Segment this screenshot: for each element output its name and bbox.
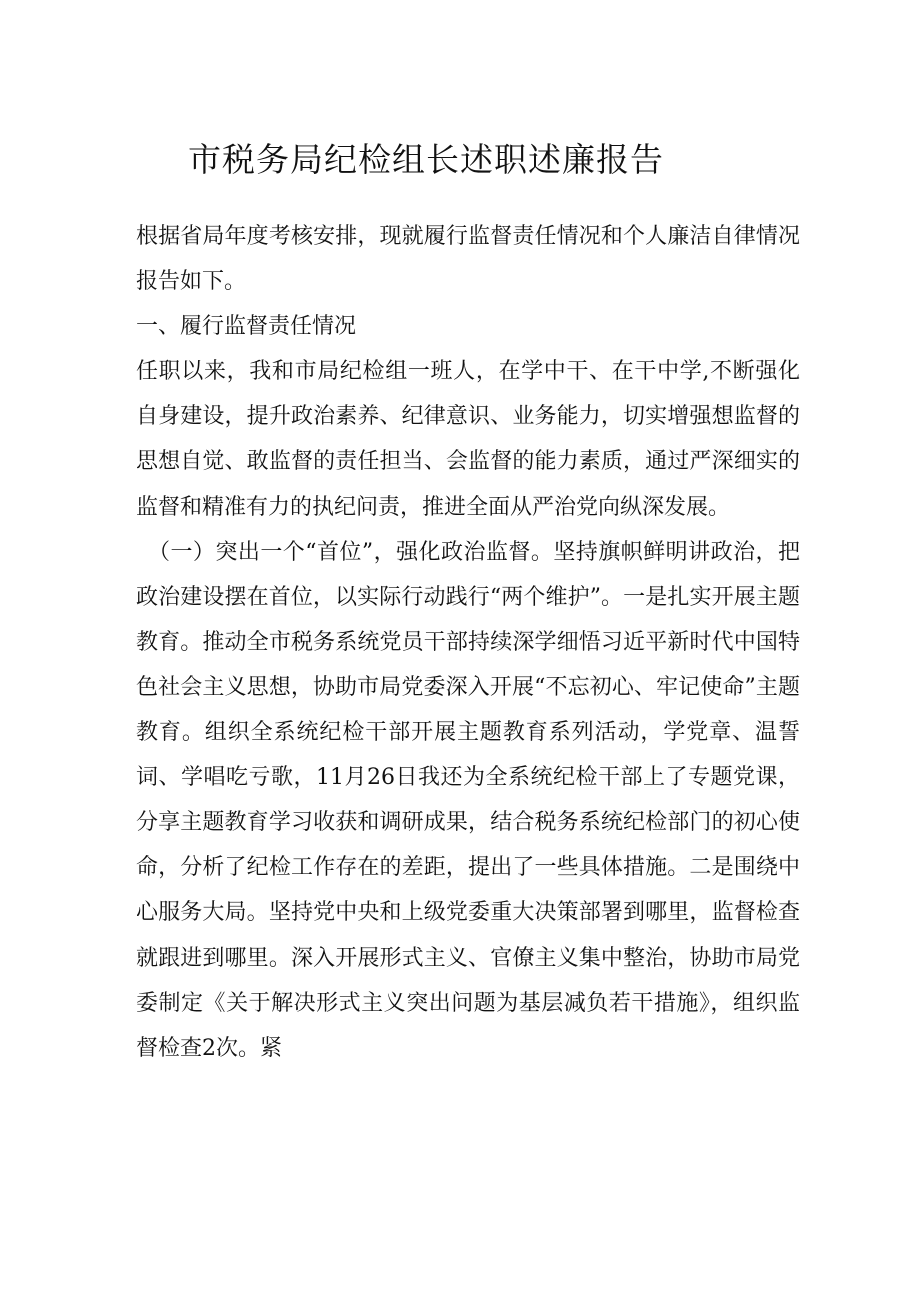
section-heading-1: 一、履行监督责任情况 xyxy=(136,314,357,340)
document-title: 市税务局纪检组长述职述廉报告 xyxy=(188,140,664,179)
document-body xyxy=(136,214,800,1071)
paragraph-political-supervision: （一）突出一个“首位”，强化政治监督。坚持旗帜鲜明讲政治，把政治建设摆在首位，以实际行动践行“两个维护”。一是扎实开展主题教育。推动全市税务系统党员干部持续深学细悟习近平新时代中国特色社会主义思想，协助市局党委深入开展“不忘初心、牢记使命”主题教育。组织全系统纪检干部开展主题教育系列活动，学党章、温誓词、学唱吃亏歌，11月26日我还为全系统纪检干部上了专题党课，分享主题教育学习收获和调研成果，结合税务系统纪检部门的初心使命，分析了纪检工作存在的差距，提出了一些具体措施。二是围绕中心服务大局。坚持党中央和上级党委重大决策部署到哪里，监督检查就跟进到哪里。深入开展形式主义、官僚主义集中整治，协助市局党委制定《关于解决形式主义突出问题为基层减负若干措施》，组织监督检查2次。紧 xyxy=(136,539,800,1061)
paragraph-intro: 根据省局年度考核安排，现就履行监督责任情况和个人廉洁自律情况报告如下。 xyxy=(136,224,800,295)
paragraph-overview: 任职以来，我和市局纪检组一班人，在学中干、在干中学,不断强化自身建设，提升政治素养、纪律意识、业务能力，切实增强想监督的思想自觉、敢监督的责任担当、会监督的能力素质，通过严深细实的监督和精准有力的执纪问责，推进全面从严治党向纵深发展。 xyxy=(136,359,800,520)
